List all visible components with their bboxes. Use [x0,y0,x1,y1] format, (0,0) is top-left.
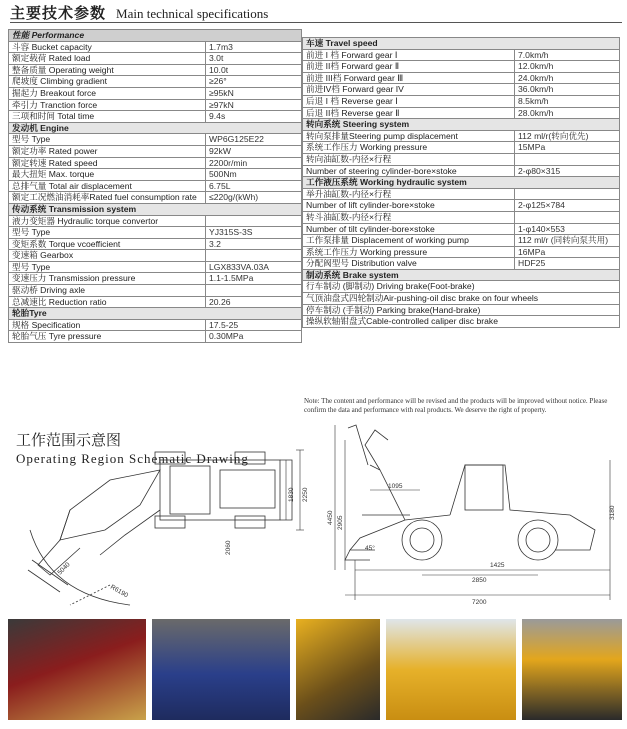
row-value: HDF25 [515,258,620,270]
row-label: 转向油缸数-内径×行程 [303,153,515,165]
row-label: 三项和时间 Total time [9,111,206,123]
page-title [10,2,268,22]
operating-title-english: Operating Region Schematic Drawing [16,451,249,466]
row-label: 转斗油缸数-内径×行程 [303,211,515,223]
dim-45-degree: 45° [365,545,375,552]
row-label: 掘起力 Breakout force [9,87,206,99]
row-value: 6.75L [206,180,302,192]
row-label: 总排气量 Total air displacement [9,180,206,192]
loader-top-view [28,452,292,605]
dim-1830: 1830 [288,487,295,502]
row-label: 举升油缸数-内径×行程 [303,188,515,200]
spec-row [9,238,302,250]
spec-row [9,41,302,53]
spec-row [9,215,302,227]
row-label: Number of steering cylinder-bore×stoke [303,165,515,177]
row-value: 7.0km/h [515,49,620,61]
spec-table-left [8,29,302,343]
row-value: ≥95kN [206,87,302,99]
row-value: ≥26° [206,76,302,88]
row-value: WP6G125E22 [206,134,302,146]
spec-row [303,246,620,258]
row-label: 气顶油盘式四轮制动Air-pushing-oil disc brake on four wheels [303,293,620,305]
section-header-row [9,122,302,134]
spec-row [9,145,302,157]
row-value: 17.5-25 [206,319,302,331]
spec-row [9,53,302,65]
spec-row [9,157,302,169]
spec-row [9,331,302,343]
spec-row [9,261,302,273]
row-label: 型号 Type [9,134,206,146]
row-value: 112 ml/r(转向优先) [515,130,620,142]
spec-row [303,258,620,270]
row-value: 0.30MPa [206,331,302,343]
spec-row [9,192,302,204]
spec-row [9,273,302,285]
row-label: 变矩系数 Torque vcoefficient [9,238,206,250]
section-header-row [303,177,620,189]
row-value: 12.0km/h [515,61,620,73]
row-value: ≤220g/(kWh) [206,192,302,204]
row-label: 爬坡度 Climbing gradient [9,76,206,88]
loader-side-view [345,425,595,560]
row-value [515,153,620,165]
operating-region-diagram [10,410,622,615]
row-value: 15MPa [515,142,620,154]
row-label: Number of tilt cylinder-bore×stoke [303,223,515,235]
section-header-row [303,38,620,50]
row-value: 20.26 [206,296,302,308]
row-label: 制动系统 Brake system [303,269,620,281]
dim-3180: 3180 [609,505,616,520]
section-header-row [9,308,302,320]
row-value: 92kW [206,145,302,157]
row-label: 液力变矩器 Hydraulic torque convertor [9,215,206,227]
spec-row [9,250,302,262]
spec-row [303,281,620,293]
spec-row [303,107,620,119]
row-label: 轮胎气压 Tyre pressure [9,331,206,343]
section-header-row [303,269,620,281]
spec-row [9,180,302,192]
dim-4450: 4450 [327,510,334,525]
row-value: 112 ml/r (同转向泵共用) [515,235,620,247]
spec-row [9,134,302,146]
dim-5040: 5040 [56,561,72,577]
row-value: 10.0t [206,64,302,76]
row-label: 车速 Travel speed [303,38,620,50]
dim-2905: 2905 [337,515,344,530]
row-value: 2-φ80×315 [515,165,620,177]
row-value: 3.2 [206,238,302,250]
row-label: 变速箱 Gearbox [9,250,206,262]
title-chinese: 主要技术参数 [10,5,107,22]
spec-row [303,84,620,96]
performance-header-row [9,30,302,42]
spec-row [9,169,302,181]
dim-1095: 1095 [388,483,403,490]
photo-linkage [296,619,380,720]
spec-row [303,49,620,61]
dim-7200: 7200 [472,599,487,606]
side-view-dimensions [335,425,610,600]
row-value: 9.4s [206,111,302,123]
top-view-labels [56,487,309,599]
side-view-labels [327,483,616,606]
row-label: 转向系统 Steering system [303,119,620,131]
row-value: 2-φ125×784 [515,200,620,212]
spec-row [9,87,302,99]
row-value: 3.0t [206,53,302,65]
row-label: 驱动桥 Driving axle [9,285,206,297]
spec-row [9,99,302,111]
dim-2060: 2060 [225,540,232,555]
row-label: 前进 III档 Forward gear Ⅲ [303,72,515,84]
row-value [515,211,620,223]
photo-rear-view [522,619,622,720]
row-label: 性能 Performance [9,30,302,42]
spec-row [303,72,620,84]
spec-table-right [302,37,620,328]
row-value: 1-φ140×553 [515,223,620,235]
row-value: 1.7m3 [206,41,302,53]
photo-engine [152,619,290,720]
disclaimer-note: Note: The content and performance will be revised and the products will be improved without notice. Please confirm the data and performance with real products. We deserve the right of property. [304,397,608,414]
photo-cab-interior [8,619,146,720]
row-label: Number of lift cylinder-bore×stoke [303,200,515,212]
row-label: 轮胎Tyre [9,308,302,320]
row-label: 操纵软轴钳盘式Cable-controlled caliper disc brake [303,316,620,328]
spec-row [303,304,620,316]
row-value: 36.0km/h [515,84,620,96]
row-value: 8.5km/h [515,95,620,107]
row-label: 最大扭矩 Max. torque [9,169,206,181]
spec-row [9,285,302,297]
row-label: 牵引力 Tranction force [9,99,206,111]
title-english: Main technical specifications [116,6,269,21]
row-value [206,215,302,227]
row-label: 额定载荷 Rated load [9,53,206,65]
spec-row [303,61,620,73]
row-value: 28.0km/h [515,107,620,119]
row-label: 工作泵排量 Displacement of working pump [303,235,515,247]
row-label: 整备质量 Operating weight [9,64,206,76]
row-label: 工作液压系统 Working hydraulic system [303,177,620,189]
row-value: YJ315S-3S [206,227,302,239]
row-value: ≥97kN [206,99,302,111]
row-label: 系统工作压力 Working pressure [303,142,515,154]
spec-row [303,200,620,212]
row-label: 传动系统 Transmission system [9,203,302,215]
row-value: 16MPa [515,246,620,258]
row-value [206,250,302,262]
spec-row [303,95,620,107]
row-label: 额定功率 Rated power [9,145,206,157]
spec-row [303,316,620,328]
row-value [206,285,302,297]
spec-row [9,319,302,331]
spec-row [303,142,620,154]
row-label: 前进 II档 Forward gear Ⅱ [303,61,515,73]
section-header-row [9,203,302,215]
photo-bucket [386,619,516,720]
row-value: 1.1-1.5MPa [206,273,302,285]
row-value: 2200r/min [206,157,302,169]
row-label: 行车制动 (脚制动) Driving brake(Foot-brake) [303,281,620,293]
dim-2850: 2850 [472,577,487,584]
row-label: 型号 Type [9,261,206,273]
row-value [515,188,620,200]
spec-row [303,223,620,235]
operating-title-chinese: 工作范围示意图 [16,432,122,449]
spec-row [9,296,302,308]
row-label: 前进IV档 Forward gear IV [303,84,515,96]
row-label: 转向泵排量Steering pump displacement [303,130,515,142]
row-label: 后退 I 档 Reverse gear Ⅰ [303,95,515,107]
row-label: 后退 II档 Reverse gear Ⅱ [303,107,515,119]
row-label: 斗容 Bucket capacity [9,41,206,53]
row-label: 总减速比 Reduction ratio [9,296,206,308]
row-value: LGX833VA.03A [206,261,302,273]
row-label: 型号 Type [9,227,206,239]
row-label: 系统工作压力 Working pressure [303,246,515,258]
row-label: 分配阀型号 Distribution valve [303,258,515,270]
spec-row [9,111,302,123]
row-label: 规格 Specification [9,319,206,331]
spec-row [303,188,620,200]
spec-row [303,165,620,177]
row-label: 停车制动 (手制动) Parking brake(Hand-brake) [303,304,620,316]
row-label: 变速压力 Transmission pressure [9,273,206,285]
spec-row [9,76,302,88]
row-label: 发动机 Engine [9,122,302,134]
row-label: 前进 I 档 Forward gear Ⅰ [303,49,515,61]
dim-2250: 2250 [302,487,309,502]
spec-row [303,130,620,142]
spec-row [303,153,620,165]
dim-1425: 1425 [490,562,505,569]
spec-row [9,227,302,239]
title-rule [10,22,622,23]
section-header-row [303,119,620,131]
spec-row [303,235,620,247]
row-label: 额定工况燃油消耗率Rated fuel consumption rate [9,192,206,204]
row-value: 24.0km/h [515,72,620,84]
dim-r6190: R6190 [109,583,130,600]
spec-row [303,293,620,305]
spec-row [303,211,620,223]
spec-row [9,64,302,76]
row-label: 额定转速 Rated speed [9,157,206,169]
product-photos [8,619,622,720]
row-value: 500Nm [206,169,302,181]
